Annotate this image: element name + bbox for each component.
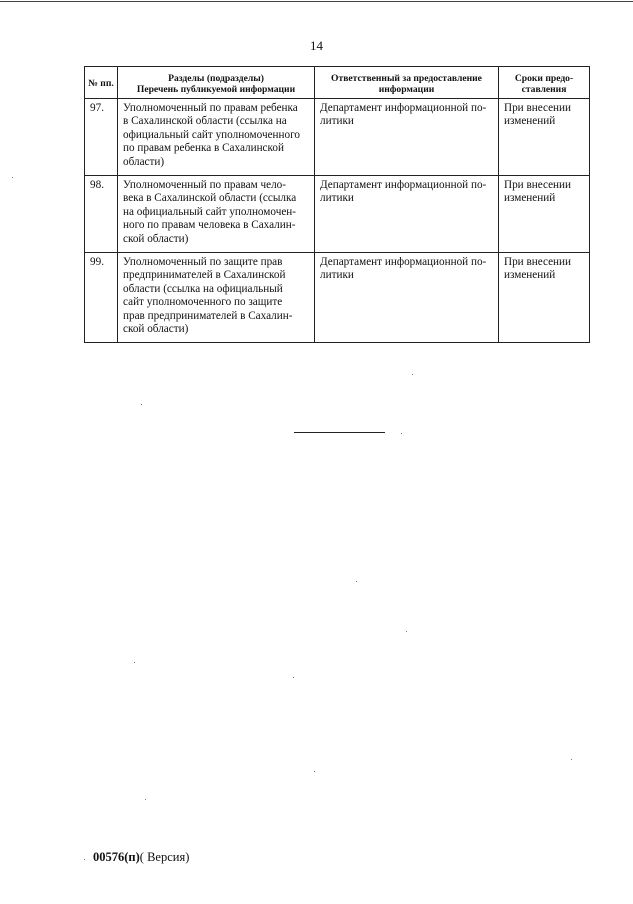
scan-speck — [12, 177, 13, 178]
row-number: 98. — [85, 176, 118, 253]
row-section: Уполномоченный по правам ребенка в Сахалинской области (ссылка на официальный сайт уполномоченного по правам ребенка в Сахалинской области) — [118, 99, 315, 176]
header-responsible: Ответственный за предоставление информации — [315, 67, 499, 99]
document-footer-code — [93, 850, 189, 865]
page-number: 14 — [310, 38, 323, 53]
row-responsible: Департамент информационной по- литики — [315, 176, 499, 253]
row-number: 99. — [85, 253, 118, 343]
scan-speck — [406, 631, 407, 632]
scan-speck — [401, 433, 402, 434]
scan-speck — [145, 799, 146, 800]
table-row — [85, 176, 590, 253]
header-sections: Разделы (подразделы) Перечень публикуемой информации — [118, 67, 315, 99]
scan-speck — [141, 404, 142, 405]
footer-code: 00576(п) — [93, 850, 140, 864]
scan-speck — [314, 771, 315, 772]
table-row — [85, 99, 590, 176]
row-term: При внесении изменений — [499, 99, 590, 176]
header-terms: Сроки предо- ставления — [499, 67, 590, 99]
footer-version: ( Версия) — [139, 850, 190, 864]
scan-edge-line — [0, 1, 633, 2]
row-responsible: Департамент информационной по- литики — [315, 99, 499, 176]
row-term: При внесении изменений — [499, 176, 590, 253]
scan-speck — [293, 677, 294, 678]
scan-speck — [412, 374, 413, 375]
header-number: № пп. — [85, 67, 118, 99]
scan-speck — [571, 759, 572, 760]
row-responsible: Департамент информационной по- литики — [315, 253, 499, 343]
row-section: Уполномоченный по правам чело- века в Сахалинской области (ссылка на официальный сайт уполномочен- ного по правам человека в Сахалин- ской области) — [118, 176, 315, 253]
row-section: Уполномоченный по защите прав предпринимателей в Сахалинской области (ссылка на официальный сайт уполномоченного по защите прав предпринимателей в Сахалин- ской области) — [118, 253, 315, 343]
publication-table — [84, 66, 590, 343]
end-separator-line — [294, 432, 385, 433]
scan-speck — [356, 581, 357, 582]
table-header-row — [85, 67, 590, 99]
row-number: 97. — [85, 99, 118, 176]
scan-speck — [84, 859, 85, 860]
scan-speck — [134, 662, 135, 663]
table-row — [85, 253, 590, 343]
row-term: При внесении изменений — [499, 253, 590, 343]
